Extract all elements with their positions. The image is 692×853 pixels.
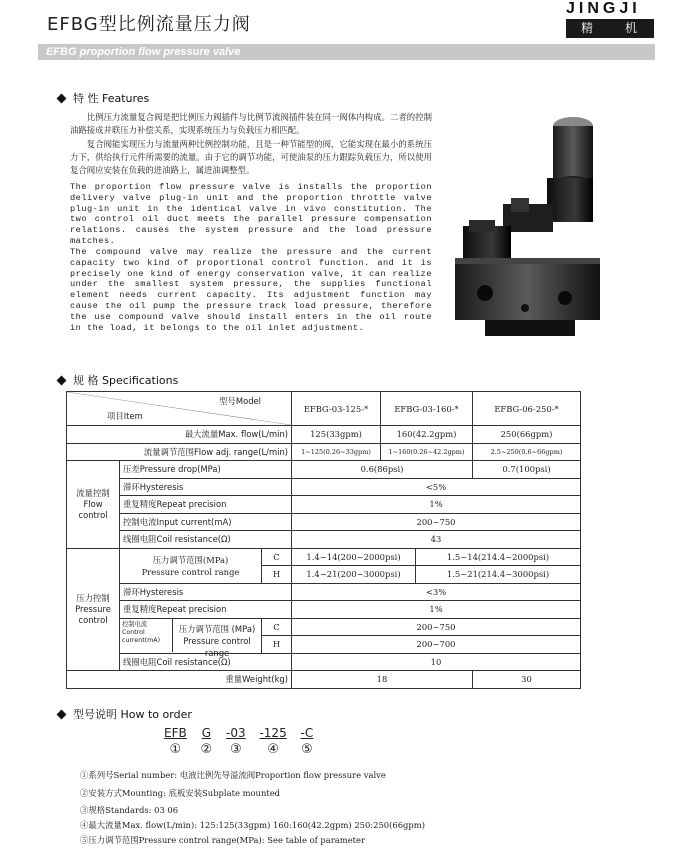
brand-cn-char-2: 机 — [624, 21, 639, 35]
subtitle-bar — [38, 44, 655, 60]
order-code-number: ④ — [267, 742, 279, 757]
pressure-range-label — [120, 548, 262, 583]
hysteresis-label: 滞环Hysteresis — [120, 478, 292, 496]
order-code-segment: -03 — [226, 726, 246, 740]
diamond-bullet-icon — [57, 93, 67, 103]
pressure-cat-en-1: Pressure — [75, 603, 111, 614]
flow-control-cat-en-2: control — [78, 509, 108, 520]
order-part-2 — [201, 726, 213, 757]
order-line-2: ②安装方式Mounting: 底板安装Subplate mounted — [80, 788, 281, 798]
order-code-number: ② — [200, 742, 213, 757]
order-heading-text: 型号说明 How to order — [73, 708, 192, 721]
coil-resistance-value: 10 — [292, 653, 581, 671]
brand-cn-char-1: 精 — [580, 21, 595, 35]
table-row — [67, 618, 581, 636]
pressure-cat-cn: 压力控制 — [76, 592, 110, 603]
flow-control-category — [67, 461, 120, 549]
order-code — [164, 726, 323, 757]
page-title: EFBG型比例流量压力阀 — [47, 14, 251, 35]
range-key-c: C — [262, 618, 292, 636]
repeat-precision-label: 重复精度Repeat precision — [120, 601, 292, 619]
range-key-c: C — [262, 548, 292, 566]
range-key-h: H — [262, 566, 292, 584]
order-heading — [58, 706, 192, 722]
order-line-5: ⑤压力调节范围Pressure control range(MPa): See table of parameter — [80, 835, 365, 845]
pressure-drop-value: 0.7(100psi) — [473, 461, 581, 479]
table-row — [67, 478, 581, 496]
model-col-2: EFBG-03-160-* — [381, 392, 473, 426]
control-current-c: 200~750 — [292, 618, 581, 636]
hysteresis-value: <3% — [292, 583, 581, 601]
order-part-4 — [259, 726, 286, 757]
repeat-precision-value: 1% — [292, 496, 581, 514]
order-line-4: ④最大流量Max. flow(L/min): 125:125(33gpm) 160:160(42.2gpm) 250:250(66gpm) — [80, 820, 425, 830]
input-current-value: 200~750 — [292, 513, 581, 531]
flow-range-value: 1~125(0.26~33gpm) — [292, 443, 381, 461]
order-part-5 — [301, 726, 314, 757]
table-row — [67, 426, 581, 444]
table-row — [67, 461, 581, 479]
table-row — [67, 496, 581, 514]
hysteresis-label: 滞环Hysteresis — [120, 583, 292, 601]
weight-label: 重量Weight(kg) — [67, 671, 292, 689]
brand-logo: JINGJI — [566, 0, 641, 17]
features-para-en-1: The proportion flow pressure valve is installs the proportion delivery valve plug-in unit and the proportion throttle valve plug-in unit in the identical valve in vivo constitution. The two control oil duct meets the parallel pressure compensation relations. causes the system pressure and the load pressure matches. — [70, 182, 432, 246]
features-heading-text: 特 性 Features — [73, 92, 150, 105]
brand-cn-box — [566, 19, 654, 38]
control-current-h: 200~700 — [292, 636, 581, 654]
model-label: 型号Model — [219, 396, 262, 406]
order-line-3: ③规格Standards: 03 06 — [80, 805, 179, 815]
pressure-range2-cn: 压力调节范围 (MPa) — [178, 624, 256, 634]
max-flow-label: 最大流量Max. flow(L/min) — [67, 426, 292, 444]
pressure-drop-label: 压差Pressure drop(MPa) — [120, 461, 292, 479]
table-row — [67, 392, 581, 426]
table-row — [67, 601, 581, 619]
pressure-range-c-b: 1.5~14(214.4~2000psi) — [416, 548, 581, 566]
order-code-number: ③ — [230, 742, 242, 757]
table-row — [67, 583, 581, 601]
control-current-label — [120, 619, 173, 652]
flow-range-value: 1~160(0.26~42.2gpm) — [381, 443, 473, 461]
order-part-3 — [226, 726, 246, 757]
range-key-h: H — [262, 636, 292, 654]
input-current-label: 控制电流Input current(mA) — [120, 513, 292, 531]
item-label: 项目Item — [107, 411, 143, 421]
weight-value: 18 — [292, 671, 473, 689]
specs-heading — [58, 372, 178, 388]
weight-value: 30 — [473, 671, 581, 689]
diamond-bullet-icon — [57, 375, 67, 385]
model-item-header — [67, 392, 292, 426]
page-subtitle: EFBG proportion flow pressure valve — [46, 46, 241, 58]
order-code-segment: G — [201, 726, 212, 740]
max-flow-value: 250(66gpm) — [473, 426, 581, 444]
hysteresis-value: <5% — [292, 478, 581, 496]
max-flow-value: 160(42.2gpm) — [381, 426, 473, 444]
table-row — [67, 443, 581, 461]
order-line-1: ①系列号Serial number: 电液比例先导溢流阀Proportion flow pressure valve — [80, 770, 386, 780]
pressure-range-h-a: 1.4~21(200~3000psi) — [292, 566, 416, 584]
pressure-range-h-b: 1.5~21(214.4~3000psi) — [416, 566, 581, 584]
flow-range-label: 流量调节范围Flow adj. range(L/min) — [67, 443, 292, 461]
pressure-range2-en: Pressure control range — [183, 636, 251, 658]
specs-heading-text: 规 格 Specifications — [73, 374, 179, 387]
model-col-3: EFBG-06-250-* — [473, 392, 581, 426]
control-current-cn: 控制电流 — [122, 621, 148, 628]
flow-range-value: 2.5~250(0.6~66gpm) — [473, 443, 581, 461]
table-row — [67, 513, 581, 531]
flow-control-cat-cn: 流量控制 — [76, 487, 110, 498]
control-current-en-1: Control — [122, 629, 145, 636]
control-current-en-2: current(mA) — [122, 637, 161, 644]
table-row — [67, 653, 581, 671]
table-row — [67, 671, 581, 689]
order-code-segment: -125 — [259, 726, 287, 740]
spec-table — [66, 391, 581, 689]
pressure-range-label-en: Pressure control range — [141, 566, 240, 577]
coil-resistance-label: 线圈电阻Coil resistance(Ω) — [120, 531, 292, 549]
repeat-precision-label: 重复精度Repeat precision — [120, 496, 292, 514]
features-para-cn-2: 复合阀能实现压力与流量两种比例控制功能，且是一种节能型的阀，它能实现在最小的系统压力下，供给执行元件所需要的流量。由于它的调节功能，可使油泵的压力跟踪负载压力，所以使用复合阀应安装在负载的进油路上，属进油调整型。 — [70, 139, 432, 175]
diamond-bullet-icon — [57, 709, 67, 719]
repeat-precision-value: 1% — [292, 601, 581, 619]
pressure-control-category — [67, 548, 120, 671]
control-current-cell — [120, 618, 262, 658]
flow-control-cat-en-1: Flow — [83, 498, 103, 509]
order-code-number: ① — [169, 742, 182, 757]
table-row — [67, 548, 581, 566]
pressure-range-c-a: 1.4~14(200~2000psi) — [292, 548, 416, 566]
order-code-number: ⑤ — [301, 742, 313, 757]
pressure-range-label-cn: 压力调节范围(MPa) — [152, 554, 229, 565]
order-code-segment: EFB — [164, 726, 187, 740]
features-para-cn-1: 比例压力流量复合阀是把比例压力阀插件与比例节流阀插件装在同一阀体内构成。二者的控制油路接成并联压力补偿关系，实现系统压力与负载压力相匹配。 — [70, 112, 432, 135]
pressure-drop-value: 0.6(86psi) — [292, 461, 473, 479]
features-heading — [58, 90, 149, 106]
max-flow-value: 125(33gpm) — [292, 426, 381, 444]
table-row — [67, 531, 581, 549]
coil-resistance-label: 线圈电阻Coil resistance(Ω) — [120, 653, 292, 671]
features-para-en-2: The compound valve may realize the pressure and the current capacity two kind of proportional control function. and it is precisely one kind of energy conservation valve, it can realize under the smallest system pressure, the supplies functional element needs current capacity. Its adjustment function may cause the oil pump the pressure track load pressure, therefore the use compound valve should install enters in the oil route in the load, it belongs to the oil inlet adjustment. — [70, 247, 432, 333]
order-code-segment: -C — [300, 726, 314, 740]
pressure-range2-label — [173, 619, 261, 658]
order-part-1 — [164, 726, 187, 757]
coil-resistance-value: 43 — [292, 531, 581, 549]
model-col-1: EFBG-03-125-* — [292, 392, 381, 426]
valve-product-image — [455, 108, 600, 336]
pressure-cat-en-2: control — [78, 614, 108, 625]
